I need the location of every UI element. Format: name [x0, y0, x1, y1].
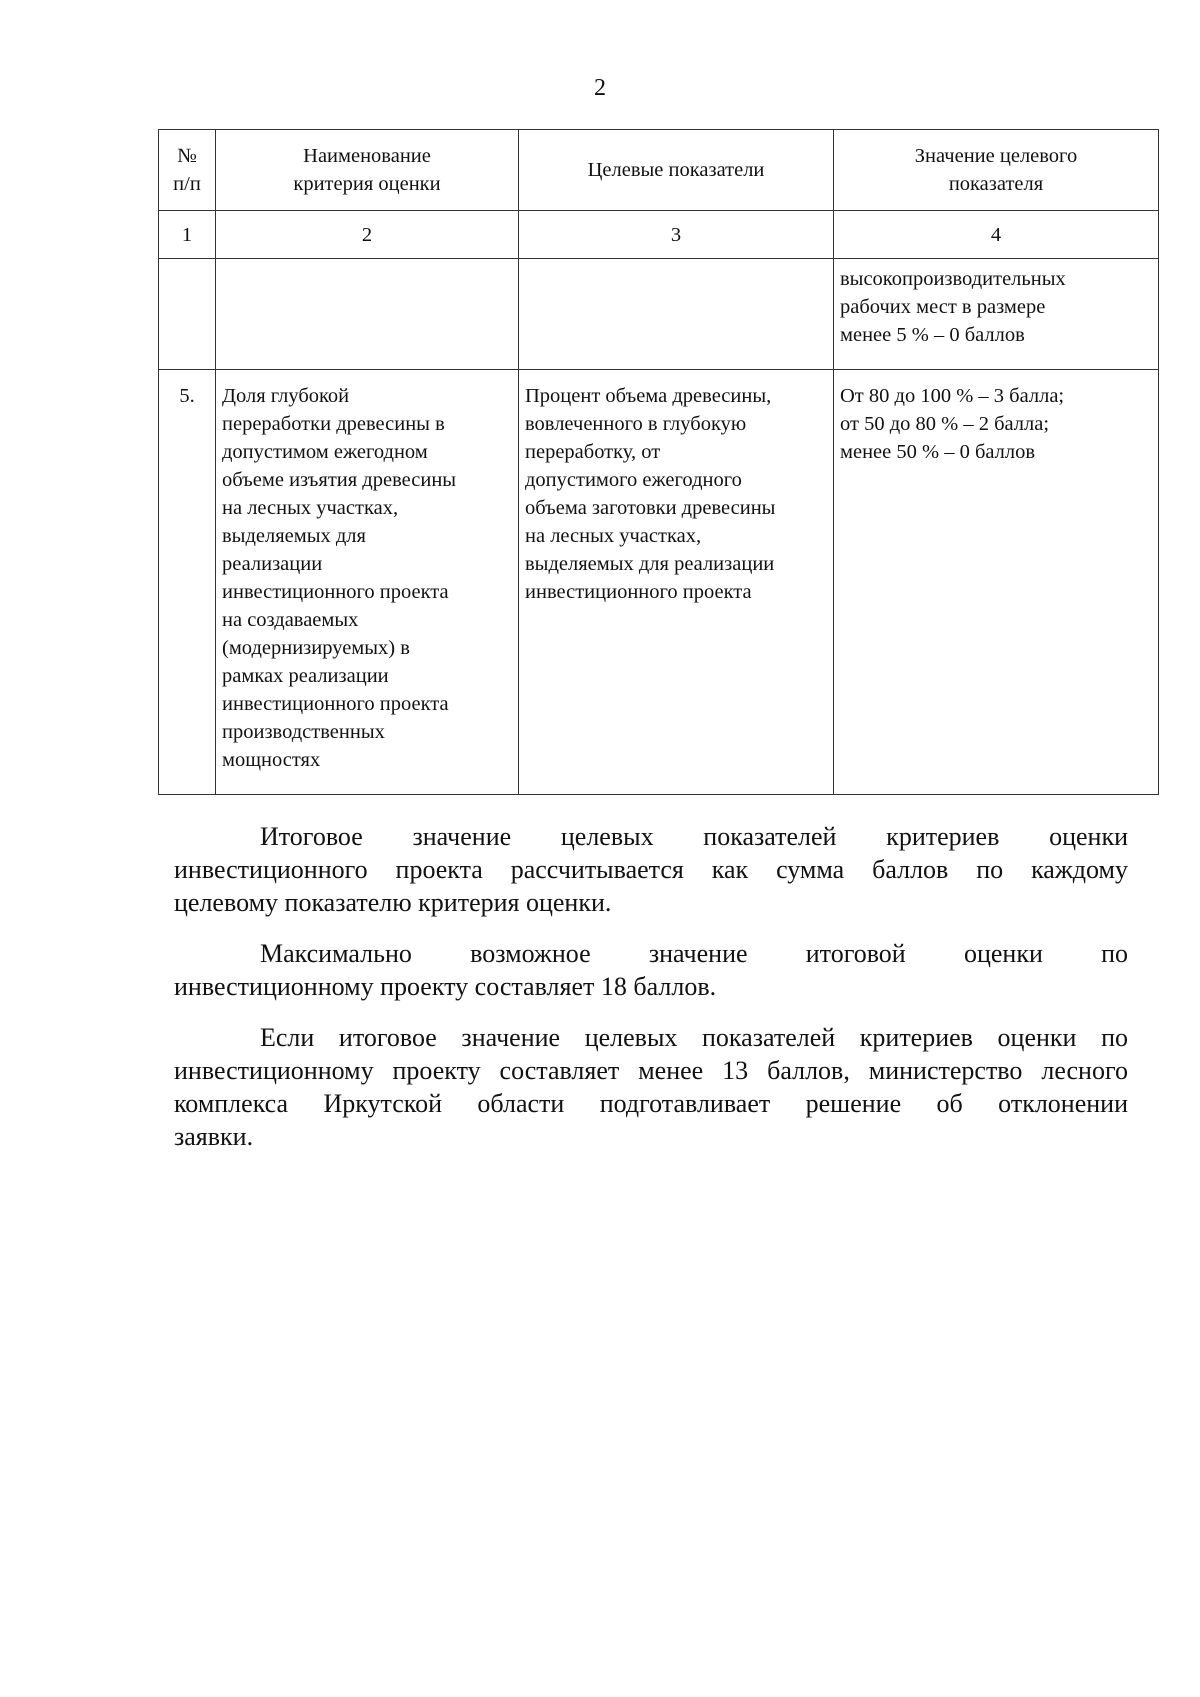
paragraph-line: целевому показателю критерия оценки.: [174, 888, 612, 917]
cell-empty: [159, 259, 216, 370]
cell-line: допустимом ежегодном: [222, 441, 428, 463]
cell-line: мощностях: [222, 749, 321, 771]
cell-line: вовлеченного в глубокую: [525, 413, 747, 435]
cell-line: рабочих мест в размере: [840, 296, 1046, 318]
cell-line: рамках реализации: [222, 665, 389, 687]
table-header-row: [159, 130, 1159, 211]
body-text: [174, 820, 1128, 1171]
paragraph-line: Если итоговое значение целевых показателей критериев оценки по: [260, 1023, 1128, 1052]
cell-line: на лесных участках,: [525, 525, 702, 547]
paragraph: [174, 937, 1128, 1003]
cell-line: производственных: [222, 721, 385, 743]
table-row-continuation: [159, 259, 1159, 370]
row-number: 5.: [159, 370, 216, 795]
cell-line: выделяемых для: [222, 525, 366, 547]
column-number: 2: [216, 211, 519, 259]
cell-line: на лесных участках,: [222, 497, 399, 519]
header-line: Целевые показатели: [587, 159, 765, 181]
column-number-row: [159, 211, 1159, 259]
cell-line: Процент объема древесины,: [525, 385, 772, 407]
paragraph-line: комплекса Иркутской области подготавливает решение об отклонении: [174, 1089, 1128, 1118]
header-line: п/п: [173, 173, 201, 195]
paragraph-line: заявки.: [174, 1122, 254, 1151]
paragraph-line: Максимально возможное значение итоговой оценки по: [260, 939, 1128, 968]
cell-line: объема заготовки древесины: [525, 497, 776, 519]
page-number: 2: [594, 75, 606, 101]
cell-line: инвестиционного проекта: [525, 581, 752, 603]
cell-line: менее 50 % – 0 баллов: [840, 441, 1036, 463]
cell-line: на создаваемых: [222, 609, 359, 631]
paragraph-line: Итоговое значение целевых показателей критериев оценки: [260, 822, 1128, 851]
cell-line: менее 5 % – 0 баллов: [840, 324, 1025, 346]
header-line: Наименование: [303, 145, 431, 167]
cell-line: реализации: [222, 553, 323, 575]
cell-line: Доля глубокой: [222, 385, 350, 407]
paragraph-line: инвестиционного проекта рассчитывается как сумма баллов по каждому: [174, 855, 1128, 884]
column-number: 3: [519, 211, 834, 259]
cell-line: (модернизируемых) в: [222, 637, 410, 659]
cell-empty: [216, 259, 519, 370]
cell-line: объеме изъятия древесины: [222, 469, 457, 491]
cell-indicator: [519, 370, 834, 795]
cell-line: от 50 до 80 % – 2 балла;: [840, 413, 1050, 435]
cell-line: переработки древесины в: [222, 413, 445, 435]
header-line: критерия оценки: [293, 173, 441, 195]
header-indicators: [519, 130, 834, 211]
cell-line: инвестиционного проекта: [222, 581, 449, 603]
cell-empty: [519, 259, 834, 370]
cell-line: допустимого ежегодного: [525, 469, 742, 491]
header-line: показателя: [948, 173, 1044, 195]
paragraph: [174, 820, 1128, 919]
header-number: [159, 130, 216, 211]
cell-line: переработку, от: [525, 441, 661, 463]
column-number: 4: [834, 211, 1159, 259]
header-value: [834, 130, 1159, 211]
paragraph-line: инвестиционному проекту составляет 18 баллов.: [174, 972, 717, 1001]
cell-value-continuation: [834, 259, 1159, 370]
header-criterion: [216, 130, 519, 211]
cell-line: выделяемых для реализации: [525, 553, 775, 575]
cell-line: инвестиционного проекта: [222, 693, 449, 715]
cell-line: высокопроизводительных: [840, 268, 1066, 290]
paragraph-line: инвестиционному проекту составляет менее 13 баллов, министерство лесного: [174, 1056, 1128, 1085]
header-line: Значение целевого: [914, 145, 1078, 167]
header-line: №: [177, 145, 197, 167]
cell-value: [834, 370, 1159, 795]
table-row-5: [159, 370, 1159, 795]
criteria-table: [158, 129, 1159, 795]
column-number: 1: [159, 211, 216, 259]
cell-line: От 80 до 100 % – 3 балла;: [840, 385, 1065, 407]
paragraph: [174, 1021, 1128, 1153]
cell-criterion: [216, 370, 519, 795]
